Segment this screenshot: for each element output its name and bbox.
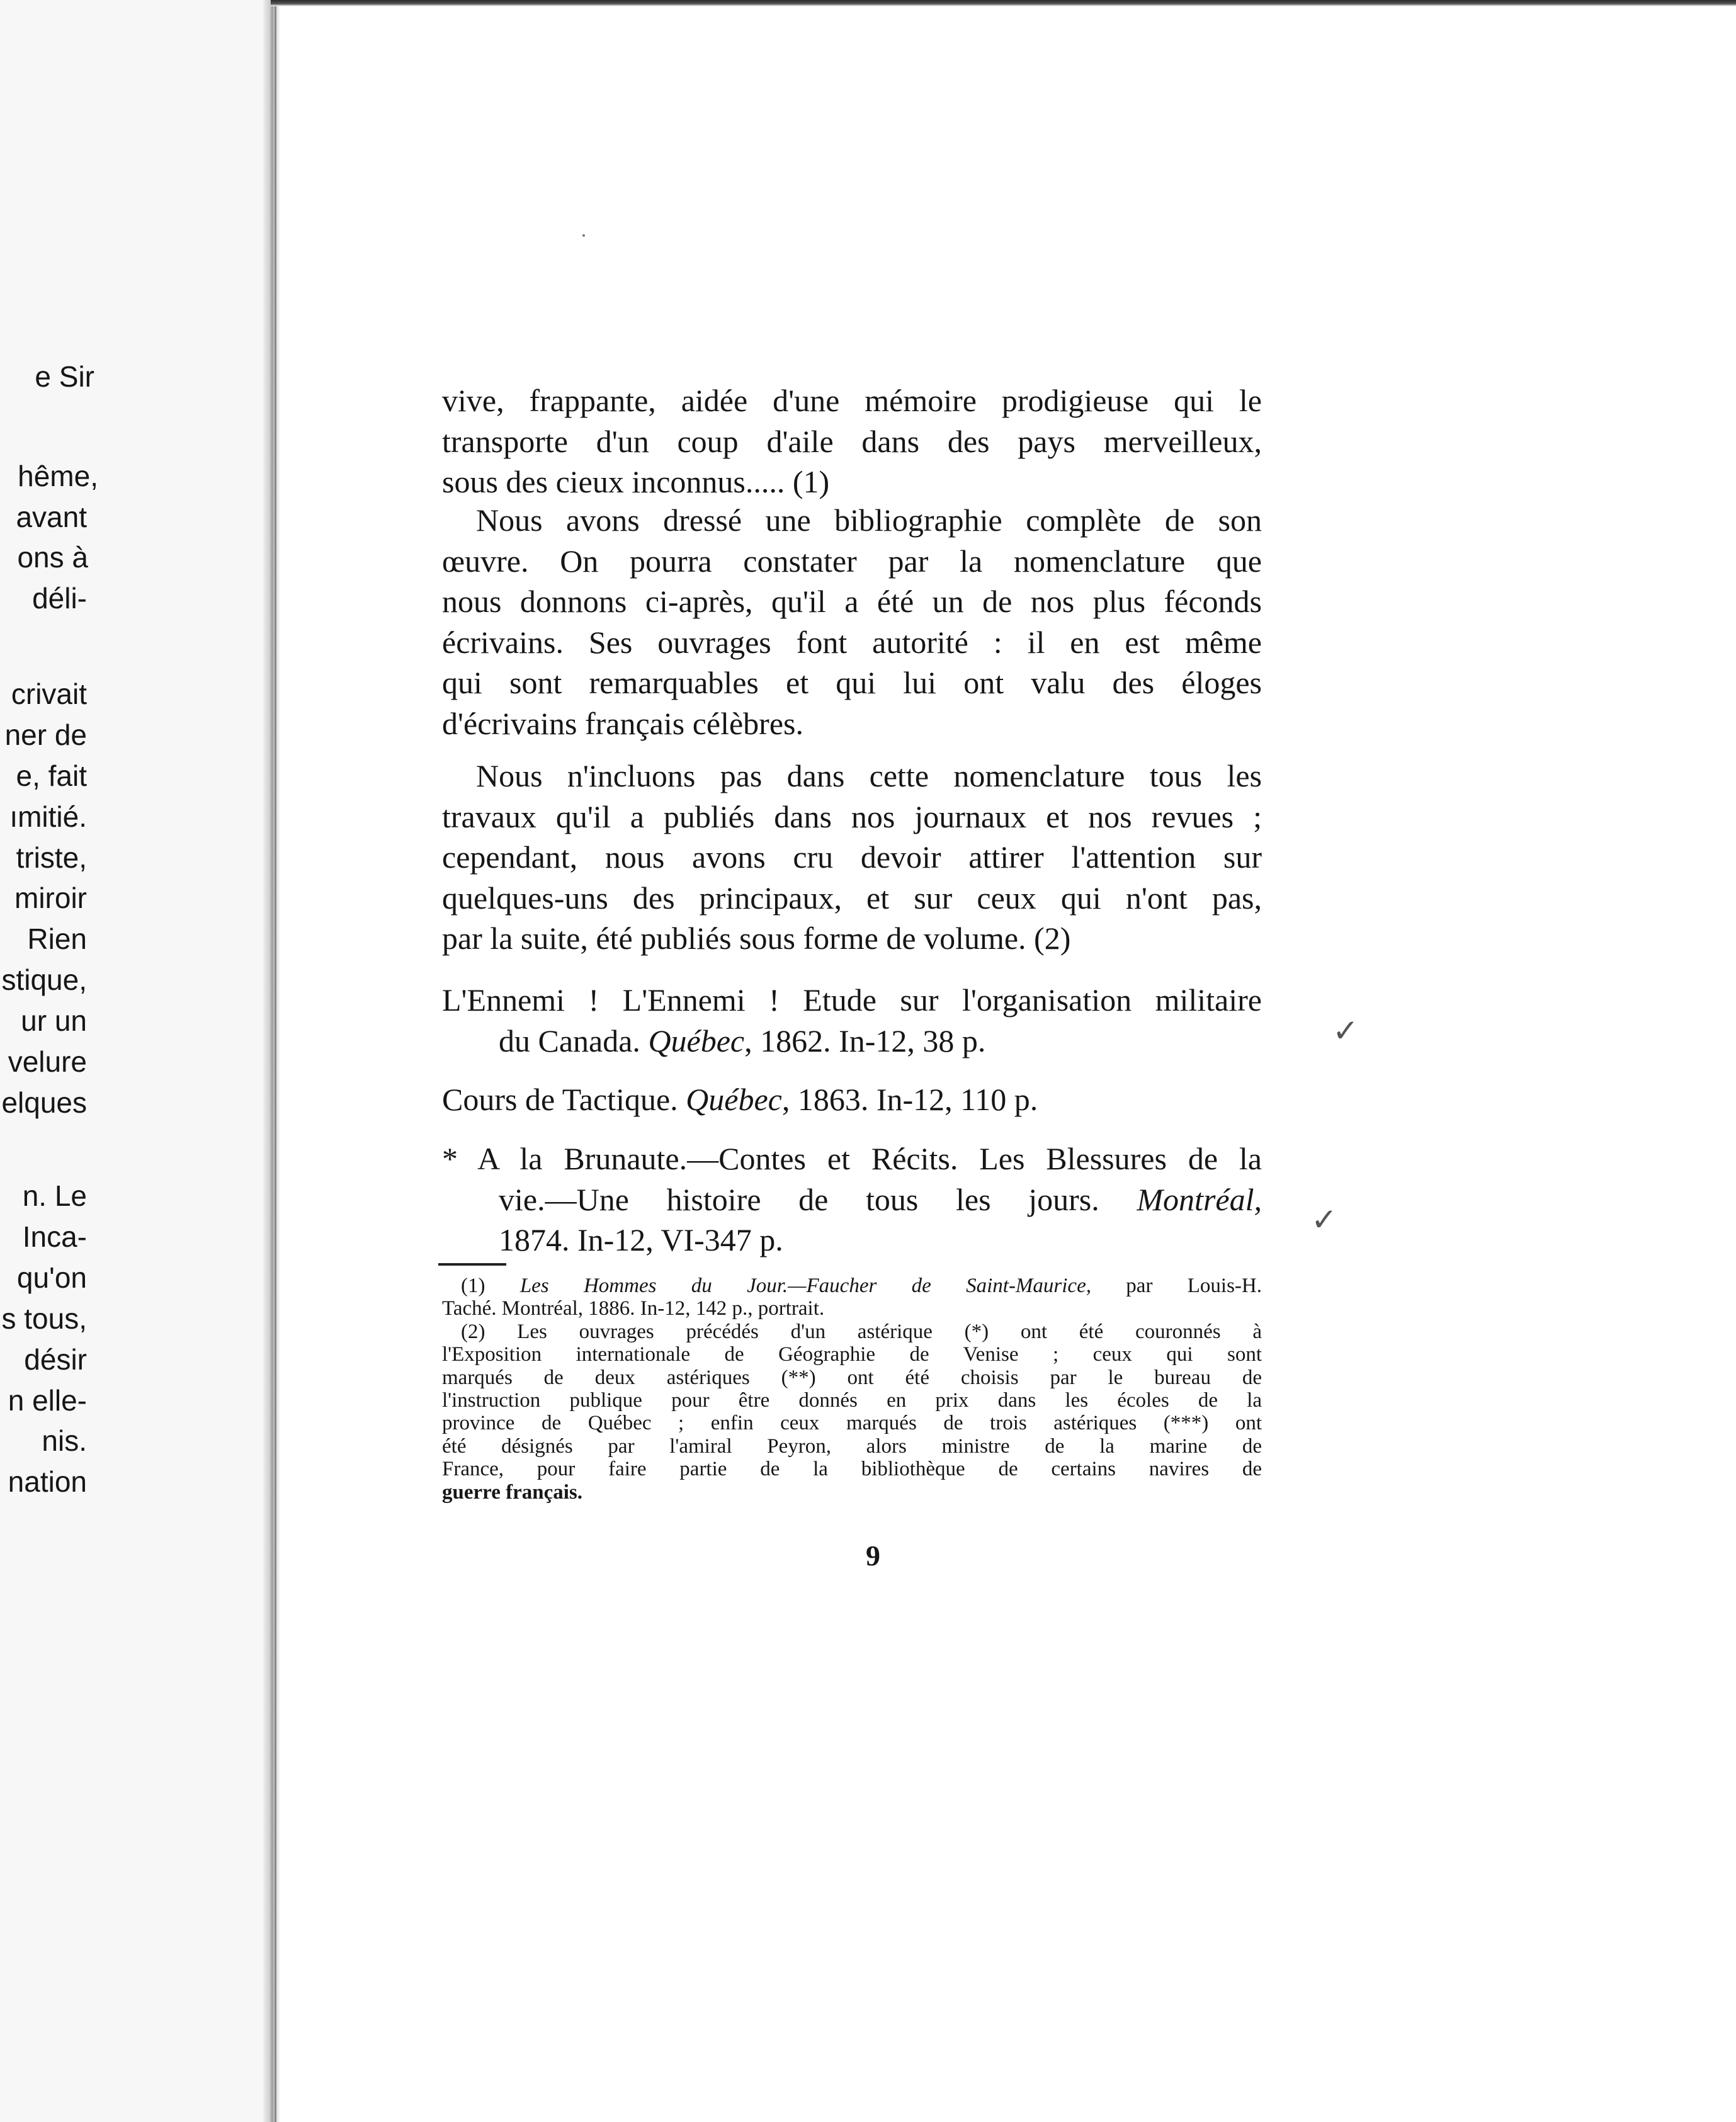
bibliography-entry-1 bbox=[442, 980, 1262, 1061]
entry-line: 1874. In-12, VI-347 p. bbox=[499, 1222, 783, 1257]
paragraph-3 bbox=[442, 756, 1262, 959]
facing-line: n. Le bbox=[22, 1179, 87, 1212]
spine-edge bbox=[275, 0, 276, 2122]
place-of-publication: Montréal, bbox=[1137, 1181, 1262, 1217]
margin-checkmark: ✓ bbox=[1311, 1201, 1337, 1238]
facing-line: ur un bbox=[21, 1004, 87, 1037]
entry-line: * A la Brunaute.—Contes et Récits. Les Blessures de la bbox=[442, 1141, 1262, 1176]
facing-page bbox=[0, 0, 277, 2122]
text-line: œuvre. On pourra constater par la nomenclature que bbox=[442, 543, 1262, 579]
facing-line: e Sir bbox=[35, 360, 94, 393]
page-number: 9 bbox=[866, 1540, 880, 1572]
facing-line: velure bbox=[8, 1045, 87, 1078]
margin-checkmark: ✓ bbox=[1332, 1013, 1359, 1049]
facing-line: stique, bbox=[1, 963, 87, 996]
facing-line: déli- bbox=[32, 582, 87, 615]
entry-line: L'Ennemi ! L'Ennemi ! Etude sur l'organisation militaire bbox=[442, 982, 1262, 1018]
text-line: d'écrivains français célèbres. bbox=[442, 705, 803, 741]
paragraph-1 bbox=[442, 380, 1262, 502]
text-line: vive, frappante, aidée d'une mémoire prodigieuse qui le bbox=[442, 383, 1262, 418]
facing-line: qu'on bbox=[16, 1261, 87, 1294]
footnote-1-cont: Taché. Montréal, 1886. In-12, 142 p., portrait. bbox=[442, 1297, 825, 1320]
footnote-rule bbox=[438, 1263, 506, 1266]
footnote-1: (1) Les Hommes du Jour.—Faucher de Saint-Maurice, par Louis-H. bbox=[461, 1274, 1262, 1297]
bibliography-entry-2 bbox=[442, 1079, 1262, 1120]
footnotes bbox=[442, 1274, 1262, 1504]
footnote-2-line: marqués de deux astériques (**) ont été choisis par le bureau de bbox=[442, 1366, 1262, 1389]
paragraph-2 bbox=[442, 500, 1262, 744]
facing-line: ons à bbox=[17, 541, 88, 574]
footnote-2-line: province de Québec ; enfin ceux marqués de trois astériques (***) ont bbox=[442, 1412, 1262, 1435]
text-line: Nous n'incluons pas dans cette nomenclature tous les bbox=[476, 758, 1262, 793]
facing-line: Rien bbox=[27, 922, 87, 955]
facing-line: elques bbox=[1, 1086, 87, 1119]
facing-line: e, fait bbox=[16, 759, 87, 792]
place-of-publication: Québec bbox=[686, 1082, 782, 1117]
text-line: nous donnons ci-après, qu'il a été un de nos plus féconds bbox=[442, 584, 1262, 619]
text-line: Nous avons dressé une bibliographie complète de son bbox=[476, 502, 1262, 538]
facing-line: désir bbox=[24, 1343, 87, 1376]
facing-line: nation bbox=[8, 1465, 87, 1498]
book-spine bbox=[263, 0, 280, 2122]
facing-line: ımitié. bbox=[9, 800, 87, 833]
facing-line: n elle- bbox=[8, 1384, 87, 1417]
facing-line: avant bbox=[16, 501, 87, 533]
facing-line: miroir bbox=[14, 882, 87, 914]
text-line: transporte d'un coup d'aile dans des pays merveilleux, bbox=[442, 423, 1262, 459]
footnote-2: (2) Les ouvrages précédés d'un astérique (*) ont été couronnés à bbox=[461, 1320, 1262, 1343]
footnote-2-line: l'instruction publique pour être donnés en prix dans les écoles de la bbox=[442, 1388, 1262, 1412]
facing-line: triste, bbox=[16, 841, 87, 874]
entry-line: Cours de Tactique. Québec, 1863. In-12, 110 p. bbox=[442, 1082, 1038, 1117]
text-line: qui sont remarquables et qui lui ont valu des éloges bbox=[442, 665, 1262, 700]
facing-line: s tous, bbox=[1, 1302, 87, 1335]
footnote-2-line: France, pour faire partie de la bibliothèque de certains navires de bbox=[442, 1458, 1262, 1481]
text-line: quelques-uns des principaux, et sur ceux qui n'ont pas, bbox=[442, 880, 1262, 916]
entry-line: vie.—Une histoire de tous les jours. Montréal, bbox=[499, 1181, 1262, 1217]
facing-line: ner de bbox=[4, 718, 87, 751]
text-line: par la suite, été publiés sous forme de volume. (2) bbox=[442, 921, 1071, 956]
text-line: travaux qu'il a publiés dans nos journaux et nos revues ; bbox=[442, 798, 1262, 834]
bibliography-entry-3 bbox=[442, 1138, 1262, 1261]
footnote-2-line: l'Exposition internationale de Géographie de Venise ; ceux qui sont bbox=[442, 1343, 1262, 1366]
facing-line: crivait bbox=[11, 678, 87, 710]
text-line: cependant, nous avons cru devoir attirer l'attention sur bbox=[442, 839, 1262, 875]
entry-line: du Canada. Québec, 1862. In-12, 38 p. bbox=[499, 1023, 986, 1058]
place-of-publication: Québec bbox=[648, 1023, 745, 1058]
facing-line: nis. bbox=[42, 1424, 87, 1457]
facing-line: hême, bbox=[18, 460, 98, 492]
footnote-2-line: été désignés par l'amiral Peyron, alors ministre de la marine de bbox=[442, 1434, 1262, 1458]
footnote-2-line: guerre français. bbox=[442, 1480, 582, 1504]
text-line: écrivains. Ses ouvrages font autorité : il en est même bbox=[442, 624, 1262, 660]
facing-line: Inca- bbox=[22, 1220, 87, 1253]
top-edge bbox=[271, 0, 1736, 6]
text-line: sous des cieux inconnus..... (1) bbox=[442, 464, 830, 499]
speck bbox=[582, 234, 585, 237]
